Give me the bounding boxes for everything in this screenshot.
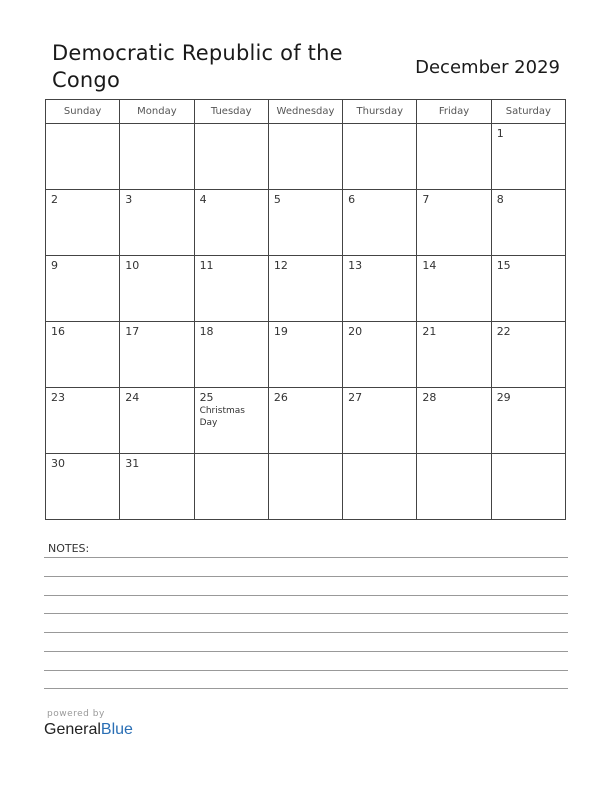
week-row xyxy=(46,124,566,190)
day-cell xyxy=(46,388,120,454)
note-line xyxy=(44,557,568,558)
day-number: 21 xyxy=(422,325,437,338)
day-cell xyxy=(491,124,565,190)
day-cell xyxy=(491,388,565,454)
day-cell xyxy=(120,322,194,388)
notes-label: NOTES: xyxy=(48,542,90,555)
day-cell xyxy=(268,256,342,322)
day-cell xyxy=(120,388,194,454)
day-cell xyxy=(491,322,565,388)
day-number: 2 xyxy=(51,193,58,206)
generalblue-logo xyxy=(44,721,133,739)
weekday-sunday: Sunday xyxy=(46,100,120,124)
day-cell xyxy=(343,388,417,454)
day-cell xyxy=(268,124,342,190)
day-cell xyxy=(343,124,417,190)
day-number: 31 xyxy=(125,457,140,470)
note-line xyxy=(44,688,568,689)
day-number: 5 xyxy=(273,193,281,206)
calendar-grid xyxy=(45,99,566,520)
weekday-friday: Friday xyxy=(417,100,491,124)
day-number: 8 xyxy=(496,193,504,206)
day-number: 30 xyxy=(51,457,65,470)
day-cell xyxy=(417,256,491,322)
week-row xyxy=(46,388,566,454)
day-cell xyxy=(46,454,120,520)
day-cell xyxy=(343,190,417,256)
day-number: 6 xyxy=(348,193,356,206)
day-cell xyxy=(491,190,565,256)
day-cell xyxy=(417,322,491,388)
day-cell xyxy=(194,388,268,454)
note-line xyxy=(44,651,568,652)
day-cell xyxy=(46,190,120,256)
day-number: 28 xyxy=(422,391,437,404)
weekday-header-row xyxy=(46,100,566,124)
day-cell xyxy=(417,190,491,256)
day-cell xyxy=(417,124,491,190)
day-number: 12 xyxy=(273,259,288,272)
day-cell xyxy=(268,322,342,388)
day-cell xyxy=(120,454,194,520)
day-cell xyxy=(417,388,491,454)
day-number: 9 xyxy=(51,259,58,272)
note-line xyxy=(44,576,568,577)
day-number: 29 xyxy=(496,391,511,404)
day-cell xyxy=(268,388,342,454)
day-cell xyxy=(46,256,120,322)
day-number: 14 xyxy=(422,259,437,272)
day-number: 19 xyxy=(273,325,288,338)
day-number: 13 xyxy=(348,259,363,272)
powered-by-text: powered by xyxy=(47,709,105,719)
day-cell xyxy=(120,190,194,256)
day-number: 3 xyxy=(125,193,133,206)
day-number: 4 xyxy=(199,193,207,206)
day-cell xyxy=(120,124,194,190)
brand-general: General xyxy=(44,721,101,738)
day-number: 22 xyxy=(496,325,511,338)
day-cell xyxy=(491,256,565,322)
day-number: 1 xyxy=(496,127,504,140)
day-cell xyxy=(343,322,417,388)
week-row xyxy=(46,256,566,322)
day-cell xyxy=(194,256,268,322)
day-cell xyxy=(417,454,491,520)
day-cell xyxy=(491,454,565,520)
calendar-title: Democratic Republic of the Congo xyxy=(52,41,343,92)
day-cell xyxy=(194,124,268,190)
day-number: 15 xyxy=(496,259,511,272)
day-number: 20 xyxy=(348,325,363,338)
brand-blue: Blue xyxy=(100,721,133,738)
day-cell xyxy=(343,454,417,520)
day-cell xyxy=(46,322,120,388)
calendar-month: December 2029 xyxy=(415,57,560,78)
day-number: 24 xyxy=(125,391,140,404)
day-number: 7 xyxy=(422,193,430,206)
weekday-saturday: Saturday xyxy=(491,100,565,124)
day-cell xyxy=(194,454,268,520)
day-cell xyxy=(120,256,194,322)
holiday-label: Christmas Day xyxy=(199,406,245,428)
day-number: 10 xyxy=(125,259,140,272)
week-row xyxy=(46,454,566,520)
note-line xyxy=(44,595,568,596)
day-number: 16 xyxy=(51,325,65,338)
weekday-wednesday: Wednesday xyxy=(268,100,342,124)
day-number: 17 xyxy=(125,325,140,338)
day-number: 25 xyxy=(199,391,214,404)
week-row xyxy=(46,190,566,256)
day-cell xyxy=(194,322,268,388)
day-number: 27 xyxy=(348,391,363,404)
day-cell xyxy=(343,256,417,322)
day-cell xyxy=(194,190,268,256)
note-line xyxy=(44,670,568,671)
week-row xyxy=(46,322,566,388)
note-line xyxy=(44,632,568,633)
day-number: 18 xyxy=(199,325,214,338)
weekday-thursday: Thursday xyxy=(343,100,417,124)
note-line xyxy=(44,613,568,614)
weekday-monday: Monday xyxy=(120,100,194,124)
day-cell xyxy=(268,190,342,256)
weekday-tuesday: Tuesday xyxy=(194,100,268,124)
day-cell xyxy=(268,454,342,520)
day-cell xyxy=(46,124,120,190)
day-number: 23 xyxy=(51,391,65,404)
day-number: 26 xyxy=(273,391,288,404)
day-number: 11 xyxy=(199,259,214,272)
